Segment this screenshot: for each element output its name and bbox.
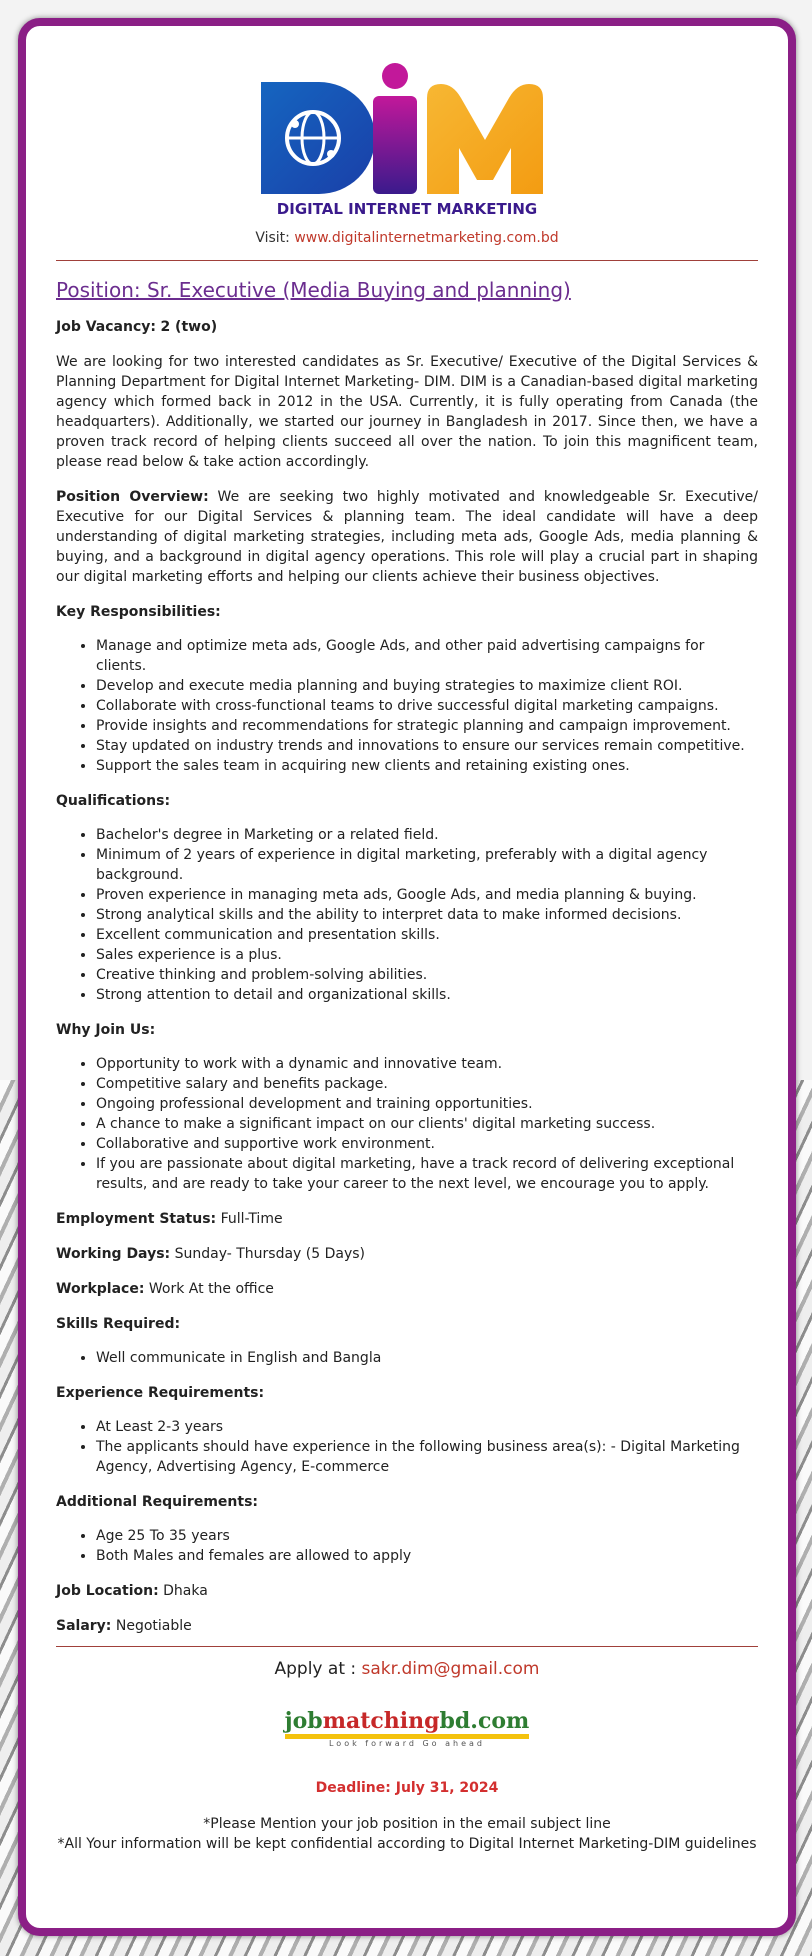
employment-status-value: Full-Time (220, 1211, 283, 1227)
divider-top (56, 260, 758, 261)
list-item: • Sales experience is a plus. (96, 945, 758, 965)
dim-logo-name: DIGITAL INTERNET MARKETING (276, 200, 538, 218)
dim-logo-graphic (257, 62, 557, 222)
apply-label: Apply at : (274, 1659, 357, 1679)
responsibilities-list (96, 636, 758, 776)
salary-label: Salary: (56, 1618, 112, 1634)
jobmatchingbd-tagline: Look forward Go ahead (328, 1739, 485, 1748)
list-item: • The applicants should have experience in the following business area(s): - Digital Marketing Agency, Advertising Agency, E-commerce (96, 1437, 758, 1477)
list-item: • Collaborative and supportive work environment. (96, 1134, 758, 1154)
employment-status-label: Employment Status: (56, 1211, 217, 1227)
jobmatchingbd-logo (56, 1709, 758, 1748)
additional-heading: Additional Requirements: (56, 1494, 259, 1510)
apply-email-link[interactable]: sakr.dim@gmail.com (361, 1659, 540, 1679)
list-item: • Support the sales team in acquiring new clients and retaining existing ones. (96, 756, 758, 776)
skills-heading: Skills Required: (56, 1316, 181, 1332)
list-item: • Minimum of 2 years of experience in digital marketing, preferably with a digital agency background. (96, 845, 758, 885)
website-link[interactable]: www.digitalinternetmarketing.com.bd (294, 230, 559, 246)
jobmatchingbd-wordmark: jobmatchingbd.com (284, 1708, 530, 1734)
list-item: • Bachelor's degree in Marketing or a related field. (96, 825, 758, 845)
intro-paragraph: We are looking for two interested candidates as Sr. Executive/ Executive of the Digital Services & Planning Department for Digital Internet Marketing- DIM. DIM is a Canadian-based digital marketing agency which formed back in 2012 in the USA. Currently, it is fully operating from Canada (the headquarters). Additionally, we started our journey in Bangladesh in 2017. Since then, we have a proven track record of helping clients succeed all over the nation. To join this magnificent team, please read below & take action accordingly. (56, 354, 758, 470)
overview-text: We are seeking two highly motivated and knowledgeable Sr. Executive/ Executive for our Digital Services & planning team. The ideal candidate will have a deep understanding of digital marketing strategies, including meta ads, Google Ads, media planning & buying, and a background in digital agency operations. This role will play a crucial part in shaping our digital marketing efforts and helping our clients achieve their business objectives. (56, 489, 759, 585)
job-location (56, 1581, 758, 1601)
working-days-value: Sunday- Thursday (5 Days) (174, 1246, 366, 1262)
apply-line (56, 1657, 758, 1681)
deadline: Deadline: July 31, 2024 (315, 1780, 499, 1796)
working-days (56, 1244, 758, 1264)
list-item: • Both Males and females are allowed to apply (96, 1546, 758, 1566)
skills-list (96, 1348, 758, 1368)
list-item: • Strong attention to detail and organizational skills. (96, 985, 758, 1005)
workplace (56, 1279, 758, 1299)
list-item: • Develop and execute media planning and buying strategies to maximize client ROI. (96, 676, 758, 696)
list-item: • Collaborate with cross-functional teams to drive successful digital marketing campaigns. (96, 696, 758, 716)
salary (56, 1616, 758, 1636)
list-item: • If you are passionate about digital marketing, have a track record of delivering exceptional results, and are ready to take your career to the next level, we encourage you to apply. (96, 1154, 758, 1194)
qualifications-heading: Qualifications: (56, 793, 171, 809)
visit-line (56, 228, 758, 248)
list-item: • Stay updated on industry trends and innovations to ensure our services remain competitive. (96, 736, 758, 756)
visit-label: Visit: (255, 230, 290, 246)
note-subject-line: *Please Mention your job position in the email subject line (203, 1816, 611, 1832)
workplace-label: Workplace: (56, 1281, 145, 1297)
overview-label: Position Overview: (56, 489, 209, 505)
why-join-list (96, 1054, 758, 1194)
note-confidential: *All Your information will be kept confidential according to Digital Internet Marketing-DIM guidelines (57, 1836, 757, 1852)
list-item: • Competitive salary and benefits package. (96, 1074, 758, 1094)
dim-logo (56, 62, 758, 222)
list-item: • A chance to make a significant impact on our clients' digital marketing success. (96, 1114, 758, 1134)
list-item: • At Least 2-3 years (96, 1417, 758, 1437)
list-item: • Creative thinking and problem-solving abilities. (96, 965, 758, 985)
list-item: • Excellent communication and presentation skills. (96, 925, 758, 945)
list-item: • Proven experience in managing meta ads, Google Ads, and media planning & buying. (96, 885, 758, 905)
qualifications-list (96, 825, 758, 1005)
workplace-value: Work At the office (148, 1281, 274, 1297)
position-overview (56, 487, 758, 587)
why-join-heading: Why Join Us: (56, 1022, 156, 1038)
list-item: • Ongoing professional development and training opportunities. (96, 1094, 758, 1114)
list-item: • Provide insights and recommendations for strategic planning and campaign improvement. (96, 716, 758, 736)
list-item: • Well communicate in English and Bangla (96, 1348, 758, 1368)
divider-bottom (56, 1646, 758, 1647)
experience-heading: Experience Requirements: (56, 1385, 265, 1401)
additional-list (96, 1526, 758, 1566)
job-location-value: Dhaka (163, 1583, 208, 1599)
job-location-label: Job Location: (56, 1583, 159, 1599)
list-item: • Manage and optimize meta ads, Google Ads, and other paid advertising campaigns for clients. (96, 636, 758, 676)
employment-status (56, 1209, 758, 1229)
job-post-card (18, 18, 796, 1936)
responsibilities-heading: Key Responsibilities: (56, 604, 221, 620)
working-days-label: Working Days: (56, 1246, 171, 1262)
job-vacancy-label: Job Vacancy: (56, 319, 156, 335)
experience-list (96, 1417, 758, 1477)
list-item: • Age 25 To 35 years (96, 1526, 758, 1546)
position-title: Position: Sr. Executive (Media Buying and planning) (56, 278, 571, 302)
list-item: • Strong analytical skills and the ability to interpret data to make informed decisions. (96, 905, 758, 925)
job-vacancy (56, 317, 758, 337)
salary-value: Negotiable (115, 1618, 192, 1634)
job-vacancy-value: 2 (two) (160, 319, 218, 335)
list-item: • Opportunity to work with a dynamic and innovative team. (96, 1054, 758, 1074)
